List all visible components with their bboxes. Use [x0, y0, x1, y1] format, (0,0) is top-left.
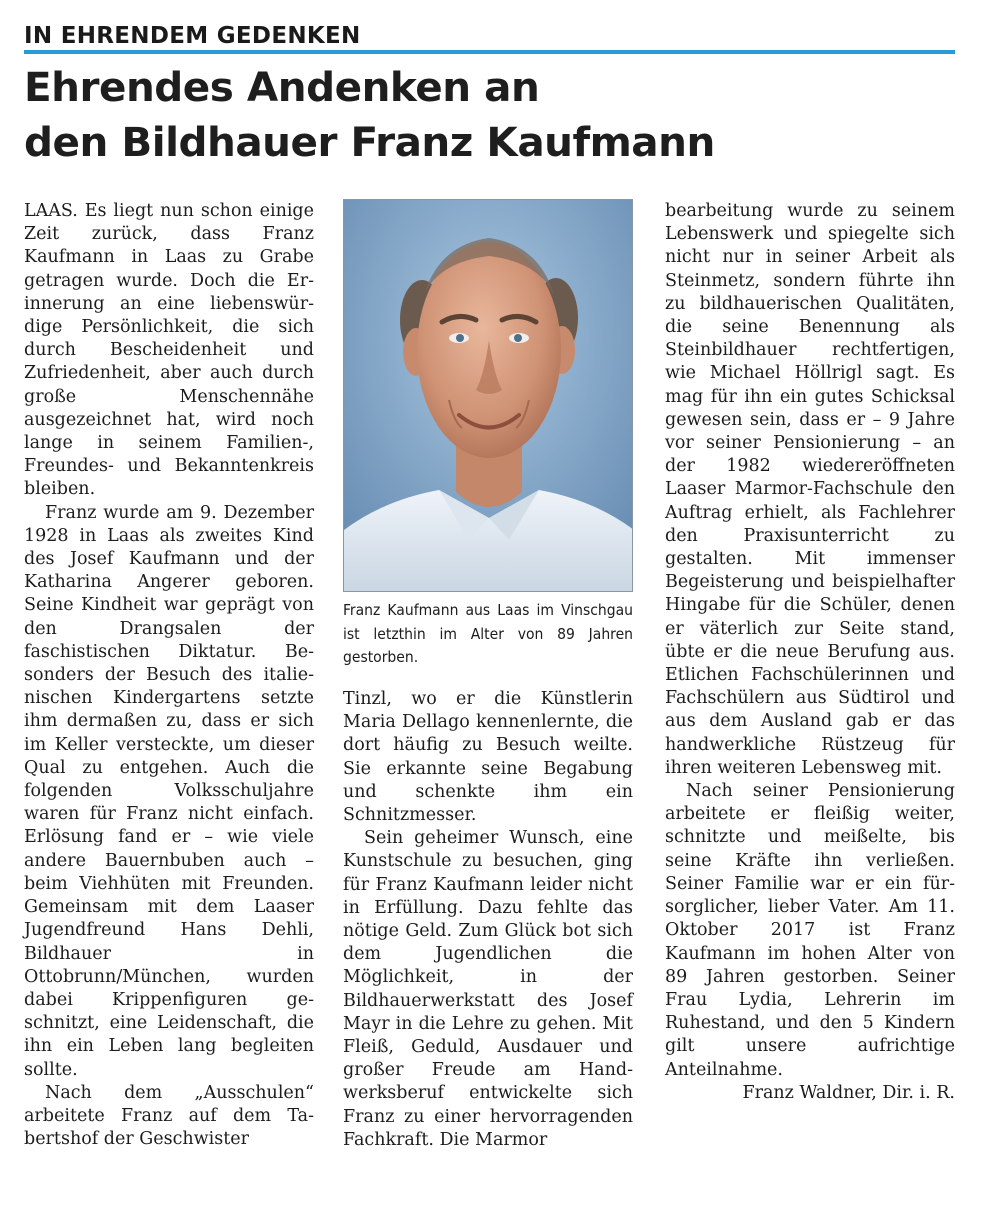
paragraph: Sein geheimer Wunsch, eine Kunstschule zu besuchen, ging für Franz Kaufmann leider nicht in Erfüllung. Dazu fehlte das nötige Geld. Zum Glück bot sich dem Jugendlichen die Möglichkeit, in der Bildhauerwerkstatt des Josef Mayr in die Lehre zu gehen. Mit Fleiß, Geduld, Ausdauer und großer Freude am Handwerksberuf entwickelte sich Franz zu einer hervorragenden Fachkraft. Die Marmor — [343, 828, 633, 1150]
paragraph: bearbeitung wurde zu seinem Lebenswerk und spiegelte sich nicht nur in seiner Arbeit als Steinmetz, sondern führte ihn zu bildhauerischen Qualitäten, die seine Benennung als Steinbildhauer rechtfertigen, wie Michael Höllrigl sagt. Es mag für ihn ein gutes Schicksal gewesen sein, dass er – 9 Jahre vor seiner Pensionierung – an der 1982 wiedereröffneten Laaser Marmor-Fachschule den Auftrag erhielt, als Fachlehrer den Praxisunterricht zu gestalten. Mit immenser Begeisterung und beispielhafter Hingabe für die Schüler, denen er väterlich zur Seite stand, übte er die neue Berufung aus. Etlichen Fachschülerinnen und Fachschülern aus Südtirol und aus dem Ausland gab er das handwerkliche Rüstzeug für ihren weiteren Lebensweg mit. — [665, 201, 955, 778]
article-column-1 — [24, 200, 314, 1151]
portrait-photo — [343, 199, 633, 592]
article-column-3 — [665, 200, 955, 1105]
section-label: IN EHRENDEM GEDENKEN — [24, 23, 361, 49]
author-signature: Franz Waldner, Dir. i. R. — [742, 1082, 955, 1103]
headline-line-1: Ehrendes Andenken an — [24, 63, 540, 111]
headline-line-2: den Bildhauer Franz Kaufmann — [24, 118, 715, 166]
paragraph: LAAS. Es liegt nun schon einige Zeit zurück, dass Franz Kaufmann in Laas zu Grabe getragen wurde. Doch die Erinnerung an eine liebenswürdige Persönlichkeit, die sich durch Bescheidenheit und Zufriedenheit, aber auch durch große Menschennähe ausgezeichnet hat, wird noch lange in seinem Familien-, Freundes- und Bekanntenkreis bleiben. — [24, 201, 314, 500]
section-divider — [24, 50, 955, 54]
paragraph: Nach seiner Pensionierung arbeitete er fleißig weiter, schnitzte und meißelte, bis seine Kräfte ihn verließen. Seiner Familie war er ein fürsorglicher, lieber Vater. Am 11. Oktober 2017 ist Franz Kaufmann im hohen Alter von 89 Jahren gestorben. Seiner Frau Lydia, Lehrerin im Ruhestand, und den 5 Kindern gilt unsere aufrichtige Anteilnahme. — [665, 781, 955, 1080]
paragraph: Tinzl, wo er die Künstlerin Maria Dellago kennenlernte, die dort häufig zu Besuch weilte. Sie erkannte seine Begabung und schenkte ihm ein Schnitzmesser. — [343, 689, 633, 826]
paragraph: Nach dem „Ausschulen“ arbeitete Franz auf dem Tabertshof der Geschwister — [24, 1082, 314, 1150]
article-column-2 — [343, 688, 633, 1152]
paragraph: Franz wurde am 9. Dezember 1928 in Laas als zweites Kind des Josef Kaufmann und der Katharina Angerer geboren. Seine Kindheit war geprägt von den Drangsalen der faschistischen Diktatur. Besonders der Besuch des italienischen Kindergartens setzte ihm dermaßen zu, dass er sich im Keller versteckte, um dieser Qual zu entgehen. Auch die folgenden Volksschuljahre waren für Franz nicht einfach. Erlösung fand er – wie viele andere Bauernbuben auch – beim Viehhüten mit Freunden. Gemeinsam mit dem Laaser Jugendfreund Hans Dehli, Bildhauer in Ottobrunn/München, wurden dabei Krippenfiguren geschnitzt, eine Leidenschaft, die ihn ein Leben lang begleiten sollte. — [24, 502, 314, 1080]
photo-caption: Franz Kaufmann aus Laas im Vinschgau ist letzthin im Alter von 89 Jahren gestorben. — [343, 601, 633, 666]
article-headline — [24, 60, 944, 170]
